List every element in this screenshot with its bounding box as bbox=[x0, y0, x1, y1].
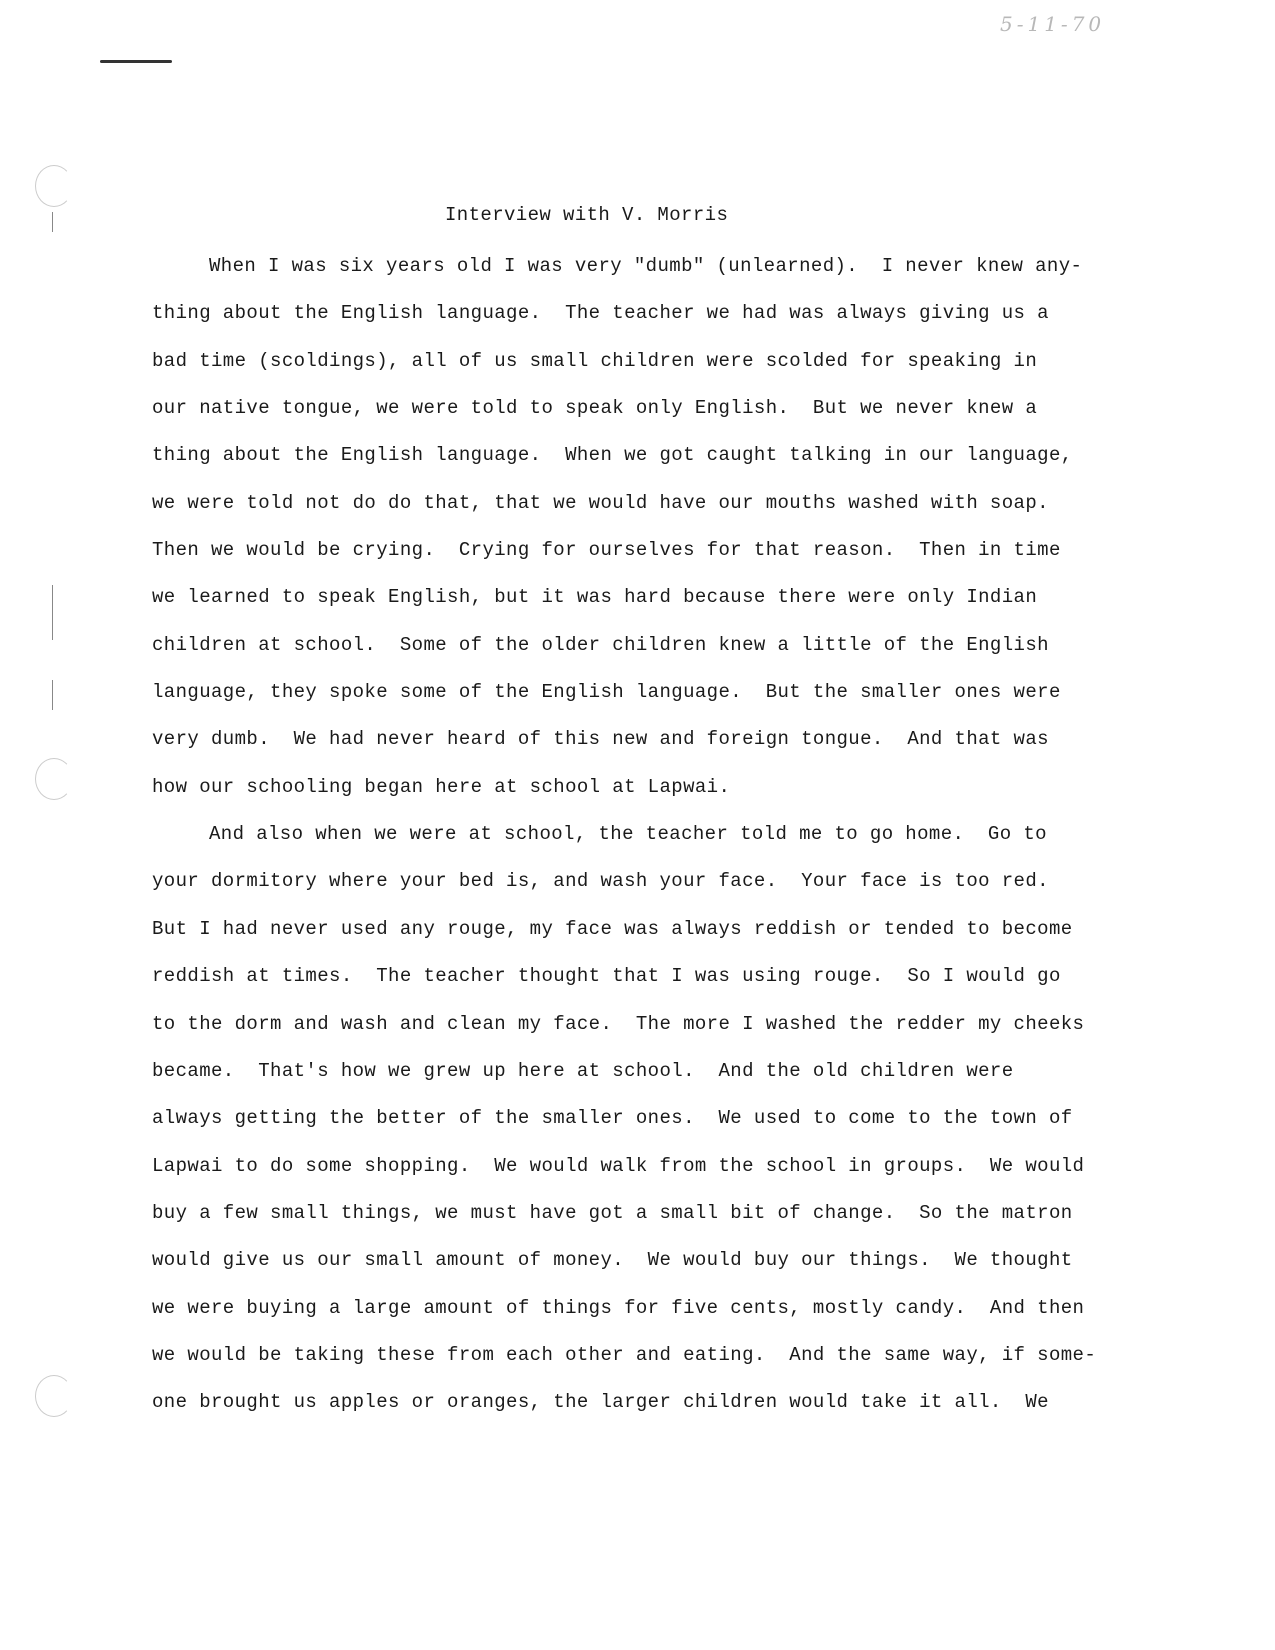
handwritten-date-note: 5-11-70 bbox=[1000, 12, 1106, 36]
text-line: very dumb. We had never heard of this new and foreign tongue. And that was bbox=[152, 728, 1049, 751]
text-line: children at school. Some of the older children knew a little of the English bbox=[152, 633, 1049, 656]
text-line: would give us our small amount of money. We would buy our things. We thought bbox=[152, 1249, 1073, 1272]
text-line: language, they spoke some of the English language. But the smaller ones were bbox=[152, 681, 1061, 704]
text-line: your dormitory where your bed is, and wash your face. Your face is too red. bbox=[152, 870, 1049, 893]
margin-mark bbox=[52, 680, 53, 710]
text-line: we learned to speak English, but it was hard because there were only Indian bbox=[152, 586, 1038, 609]
text-line: we were buying a large amount of things for five cents, mostly candy. And then bbox=[152, 1296, 1085, 1319]
text-line: one brought us apples or oranges, the larger children would take it all. We bbox=[152, 1391, 1049, 1414]
text-line: how our schooling began here at school at Lapwai. bbox=[152, 775, 731, 798]
punch-hole bbox=[35, 758, 73, 800]
text-line: to the dorm and wash and clean my face. The more I washed the redder my cheeks bbox=[152, 1012, 1085, 1035]
text-line: Then we would be crying. Crying for ourselves for that reason. Then in time bbox=[152, 539, 1061, 562]
punch-hole bbox=[35, 165, 73, 207]
text-line: bad time (scoldings), all of us small children were scolded for speaking in bbox=[152, 349, 1038, 372]
text-line: Lapwai to do some shopping. We would walk from the school in groups. We would bbox=[152, 1154, 1085, 1177]
margin-mark bbox=[52, 212, 53, 232]
margin-mark bbox=[52, 585, 53, 640]
text-line: reddish at times. The teacher thought that I was using rouge. So I would go bbox=[152, 965, 1061, 988]
document-body bbox=[152, 252, 1152, 1436]
document-title: Interview with V. Morris bbox=[445, 204, 729, 226]
text-line: thing about the English language. The teacher we had was always giving us a bbox=[152, 302, 1049, 325]
text-line: we would be taking these from each other and eating. And the same way, if some- bbox=[152, 1343, 1097, 1366]
text-line: thing about the English language. When we got caught talking in our language, bbox=[152, 444, 1073, 467]
text-line: And also when we were at school, the teacher told me to go home. Go to bbox=[209, 823, 1047, 846]
text-line: But I had never used any rouge, my face was always reddish or tended to become bbox=[152, 917, 1073, 940]
text-line: our native tongue, we were told to speak only English. But we never knew a bbox=[152, 397, 1038, 420]
text-line: became. That's how we grew up here at school. And the old children were bbox=[152, 1059, 1014, 1082]
text-line: When I was six years old I was very "dumb" (unlearned). I never knew any- bbox=[209, 255, 1083, 277]
text-line: always getting the better of the smaller ones. We used to come to the town of bbox=[152, 1107, 1073, 1130]
staple-mark bbox=[100, 60, 172, 63]
punch-hole bbox=[35, 1375, 73, 1417]
text-line: we were told not do do that, that we would have our mouths washed with soap. bbox=[152, 491, 1049, 514]
text-line: buy a few small things, we must have got a small bit of change. So the matron bbox=[152, 1201, 1073, 1224]
